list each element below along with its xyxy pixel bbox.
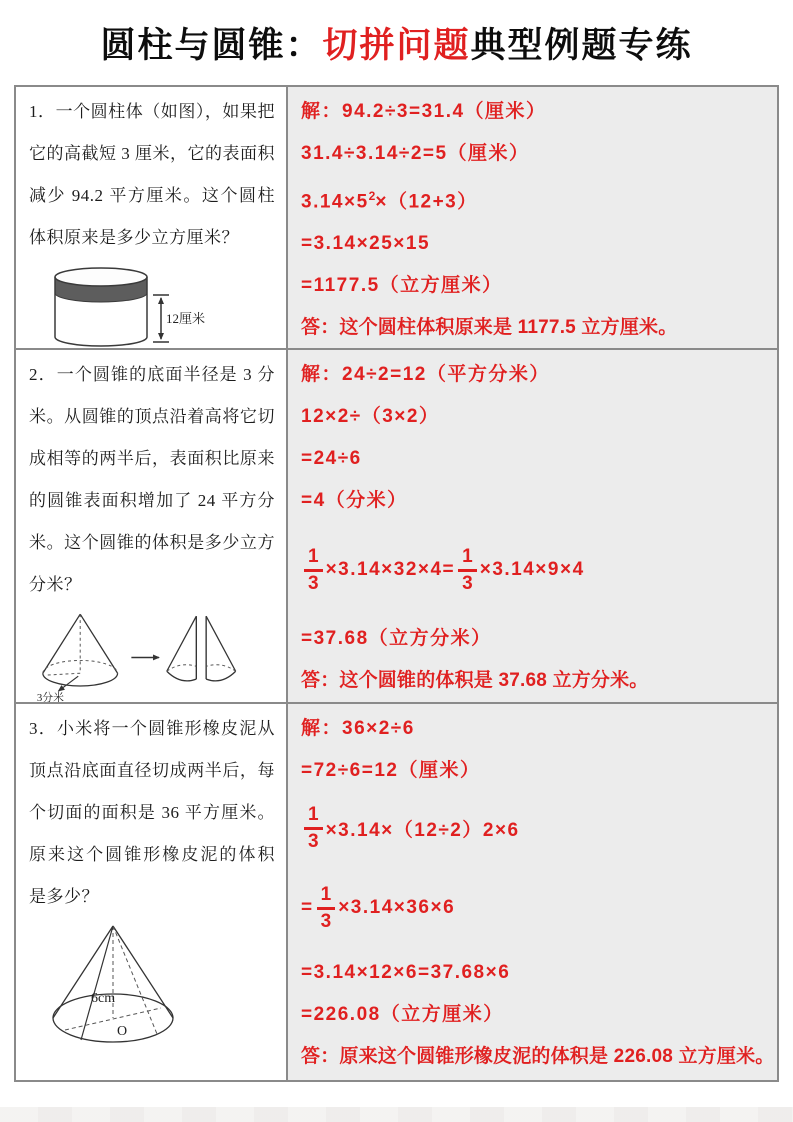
cone-split-figure xyxy=(31,610,277,703)
solution-line-fraction xyxy=(301,864,777,952)
question-text-line: 米。这个圆锥的体积是多少立方 xyxy=(29,533,275,552)
solution-line: 解：94.2÷3=31.4（厘米） xyxy=(301,101,547,122)
solution-line: =3.14×25×15 xyxy=(301,233,431,255)
title-prefix: 圆柱与圆锥： xyxy=(100,26,323,65)
formula-segment: ×3.14×36×6 xyxy=(338,897,456,918)
question-text-line: 个切面的面积是 36 平方厘米。 xyxy=(29,803,275,822)
question-text-line: 2．一个圆锥的底面半径是 3 分 xyxy=(29,365,275,384)
solution-line: 解：24÷2=12（平方分米） xyxy=(301,364,550,385)
solution-line: =226.08（立方厘米） xyxy=(301,1004,504,1025)
fraction-denominator: 3 xyxy=(308,572,319,594)
solution-line: =24÷6 xyxy=(301,448,362,469)
fraction-numerator: 1 xyxy=(317,885,336,910)
fraction-numerator: 1 xyxy=(304,805,323,830)
problem-2-solution-cell xyxy=(288,350,777,704)
problem-1-solution-cell xyxy=(288,87,777,350)
solution-line: =37.68（立方分米） xyxy=(301,628,492,649)
question-text-line: 它的高截短 3 厘米，它的表面积 xyxy=(29,144,275,163)
fraction-one-third xyxy=(304,547,323,594)
worksheet-table xyxy=(14,85,779,1082)
solution-answer: 答：原来这个圆锥形橡皮泥的体积是 226.08 立方厘米。 xyxy=(301,1046,775,1067)
solution-line: =1177.5（立方厘米） xyxy=(301,275,503,297)
solution-line: 12×2÷（3×2） xyxy=(301,406,440,427)
scan-artifact-strip xyxy=(0,1107,793,1122)
figure-height-label: 12厘米 xyxy=(166,311,206,326)
figure-height-label: 6cm xyxy=(91,991,116,1006)
problem-1-question-cell xyxy=(16,87,288,350)
title-suffix: 典型例题专练 xyxy=(470,26,693,65)
question-text-line: 分米？ xyxy=(29,575,82,594)
formula-segment: ×3.14×9×4 xyxy=(479,559,585,580)
fraction-numerator: 1 xyxy=(458,547,477,572)
question-text-line: 成相等的两半后，表面积比原来 xyxy=(29,449,275,468)
exponent: 2 xyxy=(368,189,376,203)
solution-line xyxy=(301,175,777,223)
question-text-line: 3．小米将一个圆锥形橡皮泥从 xyxy=(29,719,275,738)
problem-3-question-cell xyxy=(16,704,288,1080)
formula-segment: ×（12+3） xyxy=(375,191,478,213)
fraction-denominator: 3 xyxy=(462,572,473,594)
solution-line: 31.4÷3.14÷2=5（厘米） xyxy=(301,143,530,164)
fraction-one-third xyxy=(458,547,477,594)
question-text-line: 的圆锥表面积增加了 24 平方分 xyxy=(29,491,275,510)
solution-line-fraction xyxy=(301,792,777,864)
fraction-one-third xyxy=(317,885,336,932)
formula-segment: 3.14×5 xyxy=(301,191,369,213)
page-title xyxy=(0,18,793,68)
solution-line: 解：36×2÷6 xyxy=(301,718,415,739)
fraction-one-third xyxy=(304,805,323,852)
cone-figure xyxy=(41,922,191,1048)
title-highlight: 切拼问题 xyxy=(322,26,471,65)
figure-radius-label: 3分米 xyxy=(36,691,64,703)
figure-center-label: O xyxy=(117,1024,128,1039)
formula-segment: ×3.14×（12÷2）2×6 xyxy=(325,819,520,841)
solution-line: =4（分米） xyxy=(301,490,408,511)
problem-3-solution-cell xyxy=(288,704,777,1080)
problem-2-question-cell xyxy=(16,350,288,704)
formula-segment: = xyxy=(301,897,314,918)
question-text-line: 体积原来是多少立方厘米？ xyxy=(29,228,239,247)
fraction-numerator: 1 xyxy=(304,547,323,572)
solution-answer: 答：这个圆柱体积原来是 1177.5 立方厘米。 xyxy=(301,317,678,339)
solution-line: =3.14×12×6=37.68×6 xyxy=(301,962,511,983)
question-text-line: 减少 94.2 平方厘米。这个圆柱 xyxy=(29,186,275,205)
fraction-denominator: 3 xyxy=(308,830,319,852)
solution-line: =72÷6=12（厘米） xyxy=(301,760,481,781)
cylinder-figure xyxy=(39,265,224,349)
question-text-line: 1．一个圆柱体（如图），如果把 xyxy=(29,102,275,121)
question-text-line: 是多少？ xyxy=(29,887,99,906)
fraction-denominator: 3 xyxy=(320,910,332,932)
question-text-line: 原来这个圆锥形橡皮泥的体积 xyxy=(29,845,275,864)
solution-answer: 答：这个圆锥的体积是 37.68 立方分米。 xyxy=(301,670,649,691)
question-text-line: 米。从圆锥的顶点沿着高将它切 xyxy=(29,407,275,426)
question-text-line: 顶点沿底面直径切成两半后，每 xyxy=(29,761,275,780)
solution-line-fraction xyxy=(301,522,777,618)
formula-segment: ×3.14×32×4= xyxy=(325,559,456,580)
